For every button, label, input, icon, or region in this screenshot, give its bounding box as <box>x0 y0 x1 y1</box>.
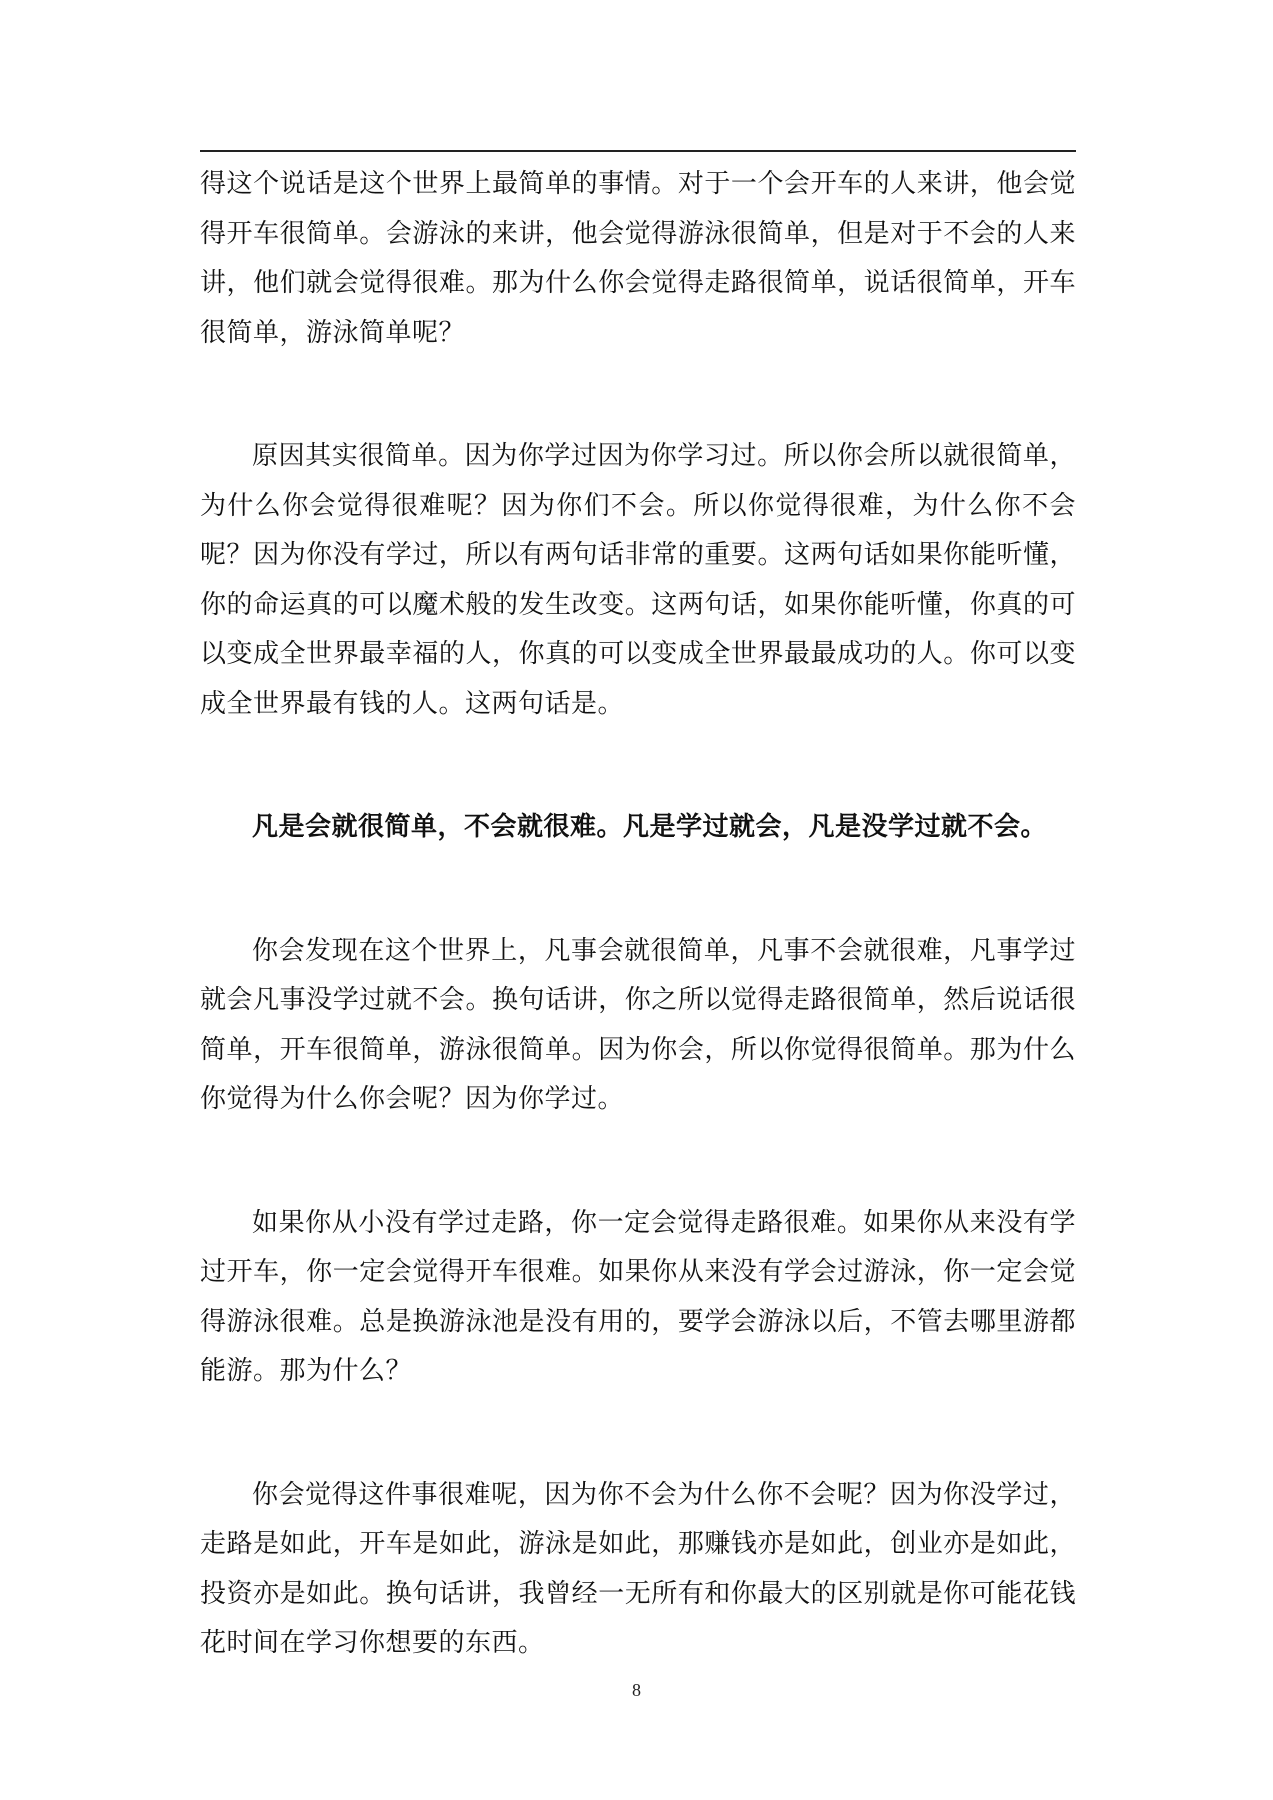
document-body <box>200 160 1076 1669</box>
paragraph-continuation: 得这个说话是这个世界上最简单的事情。对于一个会开车的人来讲，他会觉得开车很简单。会游泳的来讲，他会觉得游泳很简单，但是对于不会的人来讲，他们就会觉得很难。那为什么你会觉得走路很简单，说话很简单，开车很简单，游泳简单呢？ <box>200 169 1076 348</box>
page-number: 8 <box>632 1680 641 1700</box>
paragraph: 原因其实很简单。因为你学过因为你学习过。所以你会所以就很简单，为什么你会觉得很难呢？因为你们不会。所以你觉得很难，为什么你不会呢？因为你没有学过，所以有两句话非常的重要。这两句话如果你能听懂，你的命运真的可以魔术般的发生改变。这两句话，如果你能听懂，你真的可以变成全世界最幸福的人，你真的可以变成全世界最最成功的人。你可以变成全世界最有钱的人。这两句话是。 <box>200 441 1076 719</box>
paragraph: 你会发现在这个世界上，凡事会就很简单，凡事不会就很难，凡事学过就会凡事没学过就不会。换句话讲，你之所以觉得走路很简单，然后说话很简单，开车很简单，游泳很简单。因为你会，所以你觉得很简单。那为什么你觉得为什么你会呢？因为你学过。 <box>200 935 1076 1114</box>
key-statement: 凡是会就很简单，不会就很难。凡是学过就会，凡是没学过就不会。 <box>252 812 1048 842</box>
paragraph: 你会觉得这件事很难呢，因为你不会为什么你不会呢？因为你没学过，走路是如此，开车是如此，游泳是如此，那赚钱亦是如此，创业亦是如此，投资亦是如此。换句话讲，我曾经一无所有和你最大的区别就是你可能花钱花时间在学习你想要的东西。 <box>200 1479 1076 1658</box>
paragraph: 如果你从小没有学过走路，你一定会觉得走路很难。如果你从来没有学过开车，你一定会觉得开车很难。如果你从来没有学会过游泳，你一定会觉得游泳很难。总是换游泳池是没有用的，要学会游泳以后，不管去哪里游都能游。那为什么？ <box>200 1207 1076 1386</box>
header-rule <box>200 150 1076 152</box>
